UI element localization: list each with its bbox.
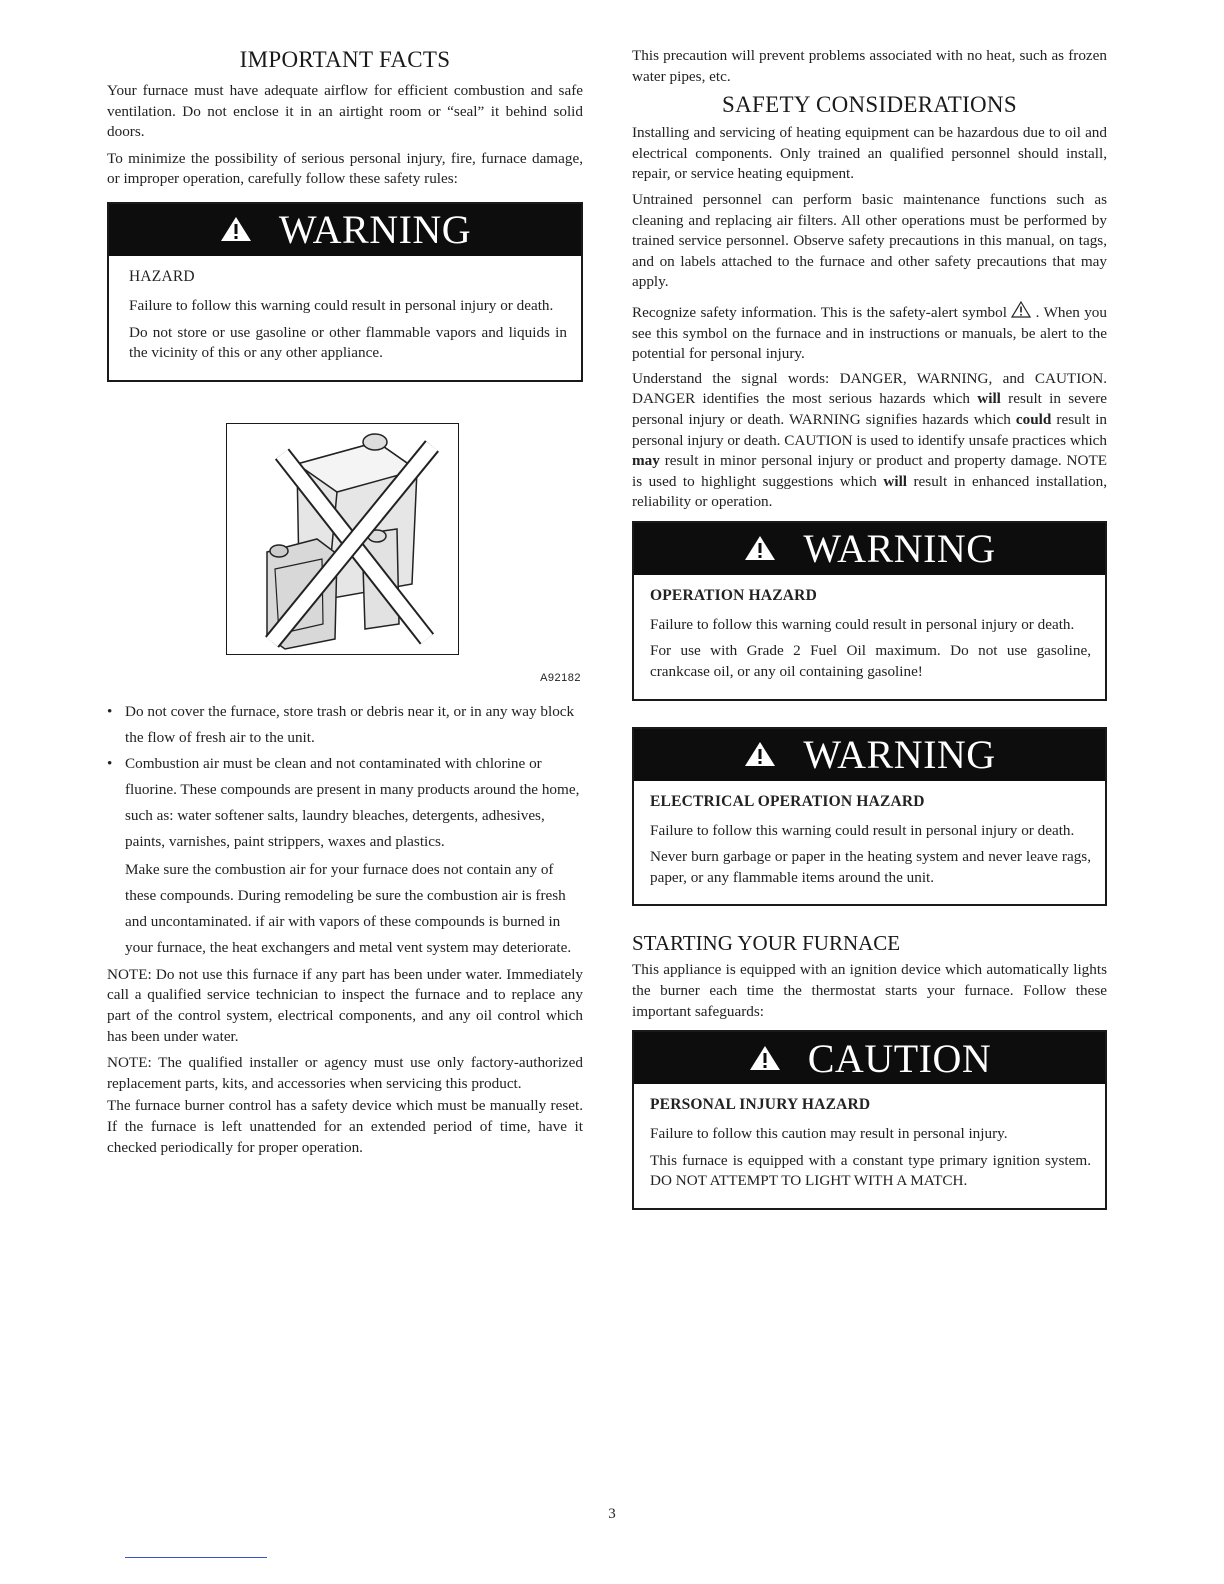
footer-rule <box>125 1557 267 1558</box>
safety-alert-text: Recognize safety information. This is the safety-alert symbol <box>632 303 1007 321</box>
safety-rules-paragraph: To minimize the possibility of serious personal injury, fire, furnace damage, or improper operation, carefully follow these safety rules: <box>107 149 583 188</box>
precaution-paragraph: This precaution will prevent problems associated with no heat, such as frozen water pipes, etc. <box>632 47 1107 85</box>
note-authorized-parts <box>107 1053 583 1094</box>
warning-header <box>634 523 1105 575</box>
warning-box-operation <box>632 521 1107 701</box>
starting-furnace-paragraph: This appliance is equipped with an ignition device which automatically lights the burner each time the thermostat starts your furnace. Follow these important safeguards: <box>632 961 1107 1020</box>
warning-triangle-icon <box>743 525 777 572</box>
hazard-line-1: Failure to follow this warning could result in personal injury or death. <box>129 296 554 314</box>
safety-alert-text-2: . When you see this symbol on the furnace and in instructions or manuals, be alert to the potential for personal injury. <box>632 303 1107 363</box>
warning-header-label: WARNING <box>803 732 996 778</box>
burner-control-paragraph: The furnace burner control has a safety device which must be manually reset. If the furnace is left unattended for an extended period of time, have it checked periodically for proper operation. <box>107 1097 583 1156</box>
operation-line-2: For use with Grade 2 Fuel Oil maximum. Do not use gasoline, crankcase oil, or any oil containing gasoline! <box>650 642 1091 681</box>
signal-text: result in severe personal injury or death. WARNING signifies hazards which <box>632 390 1108 428</box>
signal-text: result in personal injury or death. CAUTION is used to identify unsafe practices which <box>632 410 1108 449</box>
personal-injury-title: PERSONAL INJURY HAZARD <box>650 1096 871 1114</box>
warning-header-label: WARNING <box>803 526 996 572</box>
signal-emphasis: will <box>977 390 1001 408</box>
signal-emphasis: may <box>632 452 660 470</box>
warning-header-label: WARNING <box>278 207 472 253</box>
operation-line-1: Failure to follow this warning could result in personal injury or death. <box>650 615 1075 633</box>
figure-id-label: A92182 <box>540 671 581 684</box>
caution-header-label: CAUTION <box>807 1035 992 1081</box>
airflow-paragraph: Your furnace must have adequate airflow for efficient combustion and safe ventilation. Do not enclose it in an airtight room or “seal” it behind solid doors. <box>107 82 583 141</box>
figure-no-gasoline <box>107 382 583 702</box>
note-text: Do not use this furnace if any part has been under water. Immediately call a qualified service technician to inspect the furnace and to replace any part of the control system, electrical components, and any oil control which has been under water. <box>107 965 584 1045</box>
bullet-item-combustion <box>107 751 583 855</box>
warning-box-electrical <box>632 727 1107 907</box>
signal-text: Understand the signal words: DANGER, WARNING, and CAUTION. DANGER identifies the most serious hazards which <box>632 369 1107 408</box>
warning-header <box>109 204 581 256</box>
bullet-text: Combustion air must be clean and not contaminated with chlorine or fluorine. These compounds are present in many products around the home, such as: water softener salts, laundry bleaches, detergents, adhesives, paints, varnishes, paint strippers, waxes and plastics. <box>125 754 580 850</box>
page-number: 3 <box>608 1506 616 1522</box>
caution-header <box>634 1032 1105 1084</box>
bullet-dot-icon: • <box>107 702 113 720</box>
warning-triangle-icon <box>743 731 777 778</box>
signal-words-paragraph <box>632 369 1107 513</box>
safety-paragraph-1: Installing and servicing of heating equipment can be hazardous due to oil and electrical components. Only trained an qualified personnel should install, repair, or service heating equipment. <box>632 124 1107 183</box>
note-underwater <box>107 965 583 1047</box>
electrical-line-2: Never burn garbage or paper in the heating system and never leave rags, paper, or any flammable items around the unit. <box>650 848 1091 886</box>
combustion-continuation: Make sure the combustion air for your furnace does not contain any of these compounds. During remodeling be sure the combustion air is fresh and uncontaminated. if air with vapors of these compounds is burned in your furnace, the heat exchangers and metal vent system may deteriorate. <box>125 860 572 956</box>
electrical-line-1: Failure to follow this warning could result in personal injury or death. <box>650 821 1075 839</box>
signal-text: result in minor personal injury or product and property damage. NOTE is used to highlight suggestions which <box>632 452 1108 490</box>
safety-paragraph-2: Untrained personnel can perform basic maintenance functions such as cleaning and replacing air filters. All other operations must be performed by trained service personnel. Observe safety precautions in this manual, on tags, and on labels attached to the furnace and other safety precautions that may apply. <box>632 190 1107 291</box>
gasoline-cans-crossed-out-image <box>226 423 459 655</box>
note-label: NOTE: <box>107 965 152 983</box>
starting-furnace-heading: STARTING YOUR FURNACE <box>632 931 901 956</box>
electrical-hazard-title: ELECTRICAL OPERATION HAZARD <box>650 792 925 810</box>
important-facts-heading: IMPORTANT FACTS <box>239 47 451 72</box>
caution-triangle-icon <box>748 1035 782 1082</box>
bullet-text: Do not cover the furnace, store trash or debris near it, or in any way block the flow of fresh air to the unit. <box>125 702 575 746</box>
left-column <box>107 46 583 1158</box>
caution-line-1: Failure to follow this caution may result in personal injury. <box>650 1125 1008 1143</box>
caution-line-2: This furnace is equipped with a constant type primary ignition system. DO NOT ATTEMPT TO LIGHT WITH A MATCH. <box>650 1151 1091 1190</box>
right-column <box>632 46 1107 1210</box>
operation-hazard-title: OPERATION HAZARD <box>650 586 817 604</box>
signal-emphasis: could <box>1015 410 1052 428</box>
caution-box <box>632 1030 1107 1210</box>
warning-box-hazard <box>107 202 583 382</box>
note-text: The qualified installer or agency must use only factory-authorized replacement parts, kits, and accessories when servicing this product. <box>107 1054 584 1092</box>
note-label: NOTE: <box>107 1054 152 1072</box>
warning-triangle-icon <box>219 206 253 253</box>
bullet-dot-icon: • <box>107 754 113 772</box>
signal-emphasis: will <box>883 472 908 490</box>
hazard-line-2: Do not store or use gasoline or other flammable vapors and liquids in the vicinity of this or any other appliance. <box>129 323 567 362</box>
safety-alert-symbol-icon <box>1011 304 1035 321</box>
signal-text: result in enhanced installation, reliability or operation. <box>632 472 1108 511</box>
warning-header <box>634 729 1105 781</box>
hazard-title: HAZARD <box>129 267 195 285</box>
safety-paragraph-3 <box>632 301 1107 365</box>
bullet-item-airflow <box>107 699 583 751</box>
safety-considerations-heading: SAFETY CONSIDERATIONS <box>722 92 1017 118</box>
